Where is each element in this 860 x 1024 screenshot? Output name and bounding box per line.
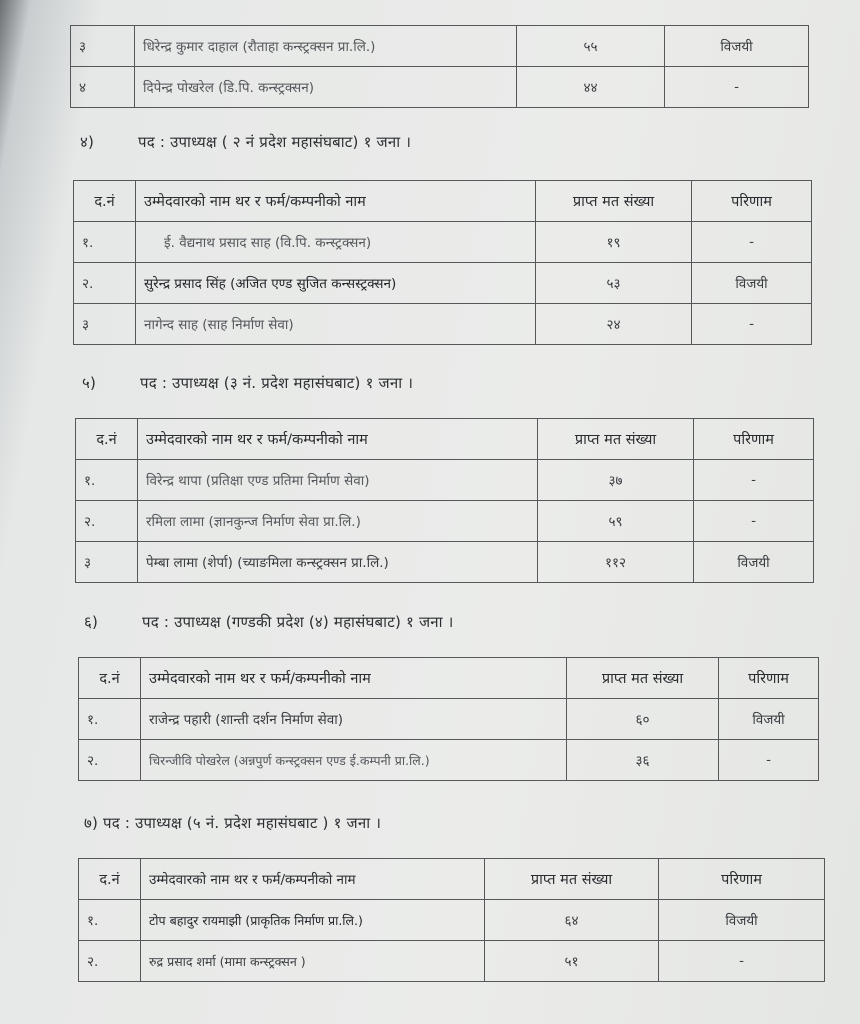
table-header-row [79,658,819,699]
results-table [73,180,812,345]
result: - [694,460,814,501]
results-table-continued [70,25,809,108]
column-header-name: उम्मेदवारको नाम थर र फर्म/कम्पनीको नाम [136,181,536,222]
candidate-name: विरेन्द्र थापा (प्रतिक्षा एण्ड प्रतिमा निर्माण सेवा) [138,460,538,501]
result: - [692,304,812,345]
candidate-name: राजेन्द्र पहारी (शान्ती दर्शन निर्माण सेवा) [141,699,567,740]
section-title: पद : उपाध्यक्ष (३ नं. प्रदेश महासंघबाट) १ जना । [140,374,414,392]
result: - [665,67,809,108]
section-title: पद : उपाध्यक्ष (गण्डकी प्रदेश (४) महासंघबाट) १ जना । [142,613,454,631]
table-row [76,460,814,501]
candidate-name: दिपेन्द्र पोखरेल (डि.पि. कन्स्ट्रक्सन) [135,67,517,108]
table-row [74,222,812,263]
vote-count: ३६ [567,740,719,781]
column-header-name: उम्मेदवारको नाम थर र फर्म/कम्पनीको नाम [138,419,538,460]
table-header-row [76,419,814,460]
result: विजयी [659,900,825,941]
vote-count: ५३ [536,263,692,304]
table-row [79,941,825,982]
candidate-name: रमिला लामा (ज्ञानकुन्ज निर्माण सेवा प्रा.लि.) [138,501,538,542]
result: विजयी [692,263,812,304]
table-row [74,304,812,345]
candidate-name: रुद्र प्रसाद शर्मा (मामा कन्स्ट्रक्सन ) [141,941,485,982]
table-row [71,67,809,108]
vote-count: ५९ [538,501,694,542]
section-heading [84,612,454,632]
table-row [79,900,825,941]
column-header-result: परिणाम [719,658,819,699]
vote-count: ४४ [517,67,665,108]
result: विजयी [694,542,814,583]
candidate-name: पेम्बा लामा (शेर्पा) (च्याङमिला कन्स्ट्रक्सन प्रा.लि.) [138,542,538,583]
column-header-result: परिणाम [659,859,825,900]
section-number: ७) [84,814,99,832]
column-header-sn: द.नं [79,859,141,900]
result: - [694,501,814,542]
serial-number: ३ [71,26,135,67]
serial-number: ४ [71,67,135,108]
candidate-name: चिरन्जीवि पोखरेल (अन्नपुर्ण कन्स्ट्रक्सन एण्ड ई.कम्पनी प्रा.लि.) [141,740,567,781]
result: विजयी [719,699,819,740]
column-header-votes: प्राप्त मत संख्या [485,859,659,900]
result: - [692,222,812,263]
vote-count: ५५ [517,26,665,67]
vote-count: ३७ [538,460,694,501]
section-number: ६) [84,613,99,631]
serial-number: १. [79,900,141,941]
serial-number: २. [79,941,141,982]
candidate-name: सुरेन्द्र प्रसाद सिंह (अजित एण्ड सुजित कन्सस्ट्रक्सन) [136,263,536,304]
result: विजयी [665,26,809,67]
column-header-name: उम्मेदवारको नाम थर र फर्म/कम्पनीको नाम [141,859,485,900]
serial-number: ३ [74,304,136,345]
serial-number: १. [76,460,138,501]
serial-number: २. [79,740,141,781]
results-table [75,418,814,583]
vote-count: १९ [536,222,692,263]
table-row [71,26,809,67]
candidate-name: नागेन्द साह (साह निर्माण सेवा) [136,304,536,345]
section-heading [82,373,413,393]
column-header-result: परिणाम [692,181,812,222]
serial-number: २. [74,263,136,304]
section-number: ४) [80,133,95,151]
table-row [76,542,814,583]
column-header-votes: प्राप्त मत संख्या [536,181,692,222]
serial-number: १. [74,222,136,263]
column-header-name: उम्मेदवारको नाम थर र फर्म/कम्पनीको नाम [141,658,567,699]
vote-count: ११२ [538,542,694,583]
column-header-votes: प्राप्त मत संख्या [567,658,719,699]
vote-count: २४ [536,304,692,345]
column-header-votes: प्राप्त मत संख्या [538,419,694,460]
result: - [659,941,825,982]
section-number: ५) [82,374,97,392]
column-header-sn: द.नं [74,181,136,222]
vote-count: ६० [567,699,719,740]
serial-number: ३ [76,542,138,583]
vote-count: ६४ [485,900,659,941]
table-header-row [74,181,812,222]
section-heading [80,132,411,152]
section-title: पद : उपाध्यक्ष ( २ नं प्रदेश महासंघबाट) १ जना । [138,133,412,151]
table-row [79,699,819,740]
candidate-name: धिरेन्द्र कुमार दाहाल (रौताहा कन्स्ट्रक्सन प्रा.लि.) [135,26,517,67]
column-header-result: परिणाम [694,419,814,460]
column-header-sn: द.नं [76,419,138,460]
result: - [719,740,819,781]
serial-number: २. [76,501,138,542]
table-row [74,263,812,304]
section-heading [84,813,381,833]
column-header-sn: द.नं [79,658,141,699]
candidate-name: टोप बहादुर रायमाझी (प्राकृतिक निर्माण प्रा.लि.) [141,900,485,941]
serial-number: १. [79,699,141,740]
results-table [78,858,825,982]
table-row [79,740,819,781]
table-header-row [79,859,825,900]
candidate-name: ई. वैद्यनाथ प्रसाद साह (वि.पि. कन्स्ट्रक्सन) [136,222,536,263]
results-table [78,657,819,781]
vote-count: ५१ [485,941,659,982]
table-row [76,501,814,542]
section-title: पद : उपाध्यक्ष (५ नं. प्रदेश महासंघबाट ) १ जना । [103,814,382,832]
